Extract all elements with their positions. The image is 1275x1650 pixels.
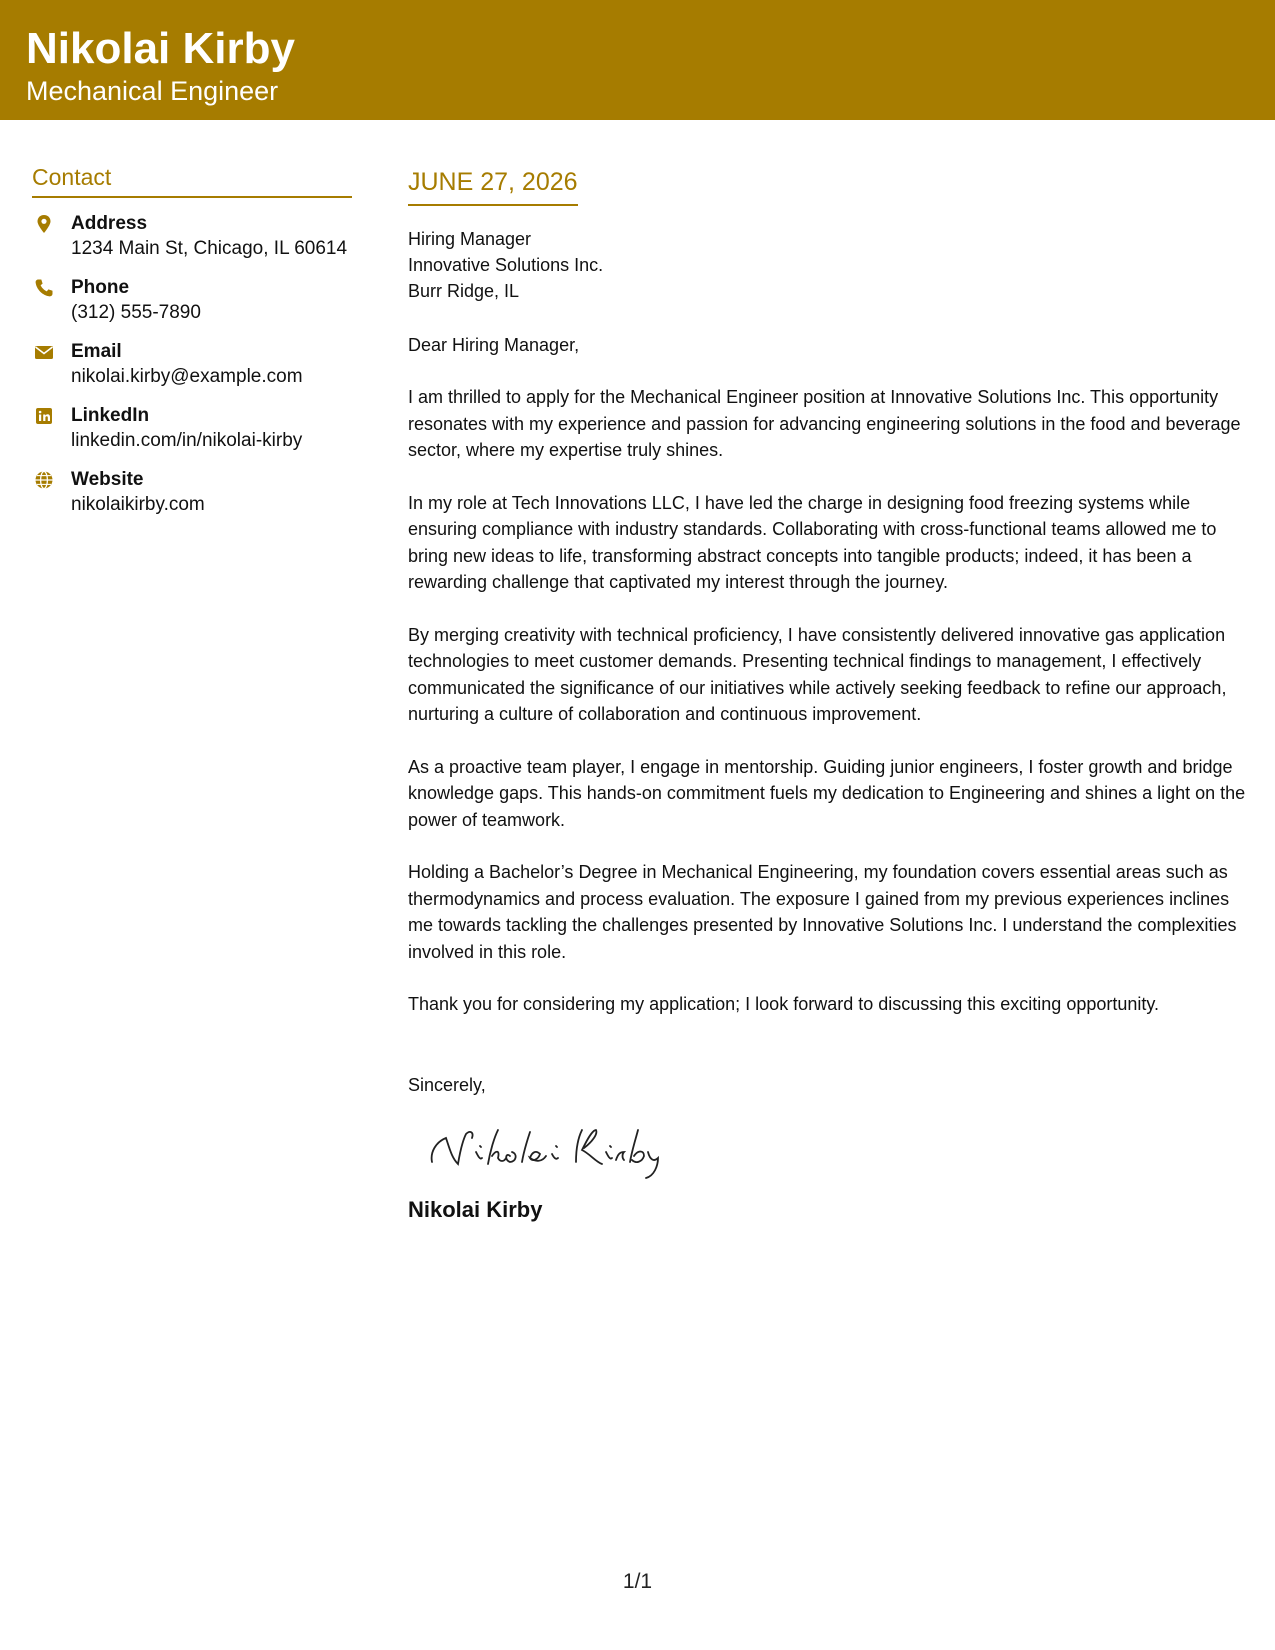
letter-paragraph: In my role at Tech Innovations LLC, I have led the charge in designing food freezing systems while ensuring compliance with industry standards. Collaborating with cross-functional teams allowed me to bring new ideas to life, transforming abstract concepts into tangible products; indeed, it has been a rewarding challenge that captivated my interest through the journey.	[408, 492, 1217, 592]
contact-address	[32, 212, 352, 262]
letter-paragraph: As a proactive team player, I engage in mentorship. Guiding junior engineers, I foster growth and bridge knowledge gaps. This hands-on commitment fuels my dedication to Engineering and shines a light on the power of teamwork.	[408, 756, 1246, 830]
letter-date: JUNE 27, 2026	[408, 166, 578, 206]
letter-paragraph: Thank you for considering my application; I look forward to discussing this exciting opportunity.	[408, 994, 1160, 1014]
email-value: nikolai.kirby@example.com	[71, 366, 303, 387]
website-label: Website	[71, 469, 144, 490]
greeting: Dear Hiring Manager,	[408, 335, 580, 355]
contact-phone	[32, 276, 352, 326]
address-value: 1234 Main St, Chicago, IL 60614	[71, 238, 348, 259]
linkedin-icon	[34, 406, 54, 426]
handwritten-signature	[426, 1112, 666, 1184]
linkedin-label: LinkedIn	[71, 405, 150, 426]
contact-website	[32, 468, 352, 518]
address-label: Address	[71, 213, 148, 234]
signer-name: Nikolai Kirby	[408, 1196, 543, 1222]
letter-paragraph: Holding a Bachelor’s Degree in Mechanical Engineering, my foundation covers essential areas such as thermodynamics and process evaluation. The exposure I gained from my previous experiences inclines me towards tackling the challenges presented by Innovative Solutions Inc. I understand the complexities involved in this role.	[408, 862, 1237, 962]
phone-icon	[34, 278, 54, 298]
globe-icon	[34, 470, 54, 490]
envelope-icon	[34, 342, 54, 362]
header-banner	[0, 0, 1275, 120]
recipient-line: Burr Ridge, IL	[408, 281, 520, 301]
contact-sidebar	[32, 162, 352, 518]
job-title: Mechanical Engineer	[26, 76, 279, 106]
letter-paragraph: I am thrilled to apply for the Mechanical Engineer position at Innovative Solutions Inc. This opportunity resonates with my experience and passion for advancing engineering solutions in the food and beverage sector, where my expertise truly shines.	[408, 387, 1241, 460]
closing: Sincerely,	[408, 1074, 486, 1095]
phone-label: Phone	[71, 277, 130, 298]
email-label: Email	[71, 341, 122, 362]
recipient-line: Innovative Solutions Inc.	[408, 255, 604, 275]
recipient-line: Hiring Manager	[408, 229, 532, 249]
phone-value: (312) 555-7890	[71, 302, 201, 323]
website-value: nikolaikirby.com	[71, 494, 205, 515]
contact-linkedin	[32, 404, 352, 454]
letter-body	[408, 166, 1253, 1225]
letter-paragraph: By merging creativity with technical proficiency, I have consistently delivered innovative gas application technologies to meet customer demands. Presenting technical findings to management, I effectively communicated the significance of our initiatives while actively seeking feedback to refine our approach, nurturing a culture of collaboration and continuous improvement.	[408, 624, 1227, 724]
contact-email	[32, 340, 352, 390]
linkedin-value: linkedin.com/in/nikolai-kirby	[71, 430, 303, 451]
applicant-name: Nikolai Kirby	[26, 24, 295, 73]
recipient-block	[408, 226, 1253, 304]
contact-heading: Contact	[32, 162, 352, 198]
page-number: 1/1	[622, 1570, 653, 1593]
map-pin-icon	[34, 214, 54, 234]
